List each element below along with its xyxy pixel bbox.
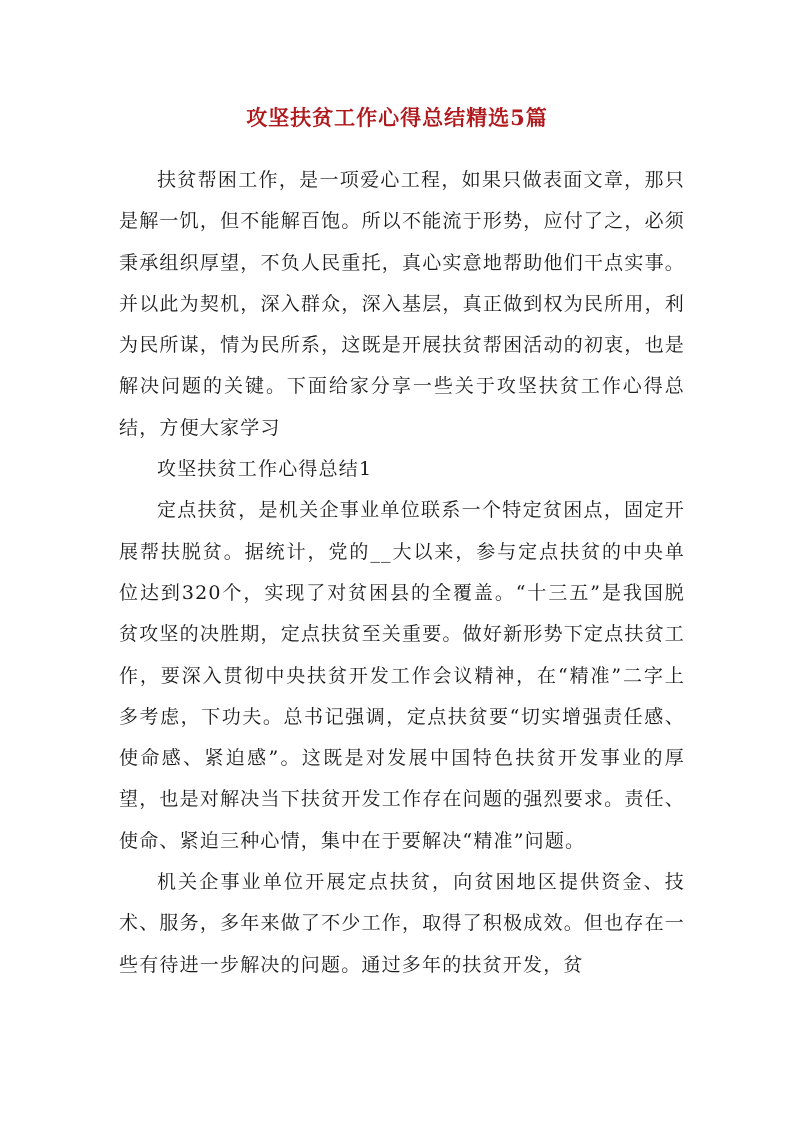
document-title: 攻坚扶贫工作心得总结精选5篇 [246, 105, 548, 130]
document-body [119, 160, 685, 986]
body-paragraph: 机关企事业单位开展定点扶贫，向贫困地区提供资金、技术、服务，多年来做了不少工作，取得了积极成效。但也存在一些有待进一步解决的问题。通过多年的扶贫开发，贫 [119, 871, 685, 976]
section-heading: 攻坚扶贫工作心得总结1 [157, 458, 373, 481]
body-paragraph: 定点扶贫，是机关企事业单位联系一个特定贫困点，固定开展帮扶脱贫。据统计，党的__大以来，参与定点扶贫的中央单位达到320个，实现了对贫困县的全覆盖。“十三五”是我国脱贫攻坚的决胜期，定点扶贫至关重要。做好新形势下定点扶贫工作，要深入贯彻中央扶贫开发工作会议精神，在“精准”二字上多考虑，下功夫。总书记强调，定点扶贫要“切实增强责任感、使命感、紧迫感”。这既是对发展中国特色扶贫开发事业的厚望，也是对解决当下扶贫开发工作存在问题的强烈要求。责任、使命、紧迫三种心情，集中在于要解决“精准”问题。 [119, 499, 685, 852]
intro-paragraph: 扶贫帮困工作，是一项爱心工程，如果只做表面文章，那只是解一饥，但不能解百饱。所以不能流于形势，应付了之，必须秉承组织厚望，不负人民重托，真心实意地帮助他们干点实事。并以此为契机，深入群众，深入基层，真正做到权为民所用，利为民所谋，情为民所系，这既是开展扶贫帮困活动的初衷，也是解决问题的关键。下面给家分享一些关于攻坚扶贫工作心得总结，方便大家学习 [119, 169, 685, 439]
